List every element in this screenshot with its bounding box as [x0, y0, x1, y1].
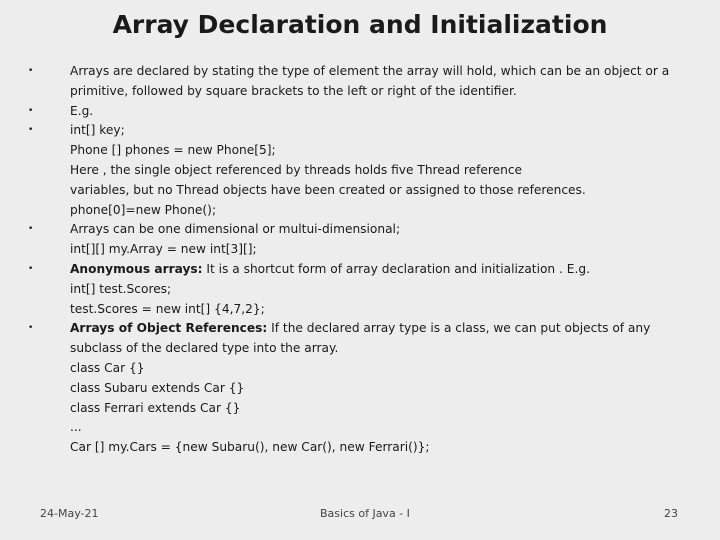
body-line-arrays-declared: Arrays are declared by stating the type of element the array will hold, which can be an object or a primitive, followed by square brackets to the left or right of the identifier. [70, 64, 670, 98]
body-line-here: Here , the single object referenced by threads holds five Thread reference [70, 162, 523, 177]
body-line-anonymous [70, 260, 685, 280]
body-line-phones: Phone [] phones = new Phone[5]; [70, 143, 276, 158]
body-line-class-car: class Car {} [70, 360, 145, 375]
object-references-text: If the declared array type is a class, we can put objects of any subclass of the declared type into the array. [70, 321, 651, 356]
body-line-phone-init: phone[0]=new Phone(); [70, 202, 217, 217]
body-line-test-scores-init: test.Scores = new int[] {4,7,2}; [70, 301, 265, 316]
footer-date: 24-May-21 [40, 507, 99, 520]
footer-course: Basics of Java - I [320, 507, 410, 520]
slide-body [70, 62, 685, 458]
body-line-class-ferrari: class Ferrari extends Car {} [70, 400, 241, 415]
body-line-my-cars: Car [] my.Cars = {new Subaru(), new Car(), new Ferrari()}; [70, 440, 430, 455]
body-line-my-array: int[][] my.Array = new int[3][]; [70, 242, 257, 257]
body-line-variables: variables, but no Thread objects have been created or assigned to those references. [70, 182, 586, 197]
object-references-label: Arrays of Object References: [70, 321, 268, 336]
body-line-ellipsis: ... [70, 420, 82, 435]
bullet-3: • [28, 125, 34, 136]
body-line-int-key: int[] key; [70, 123, 125, 138]
body-line-dimensional: Arrays can be one dimensional or multui-dimensional; [70, 222, 401, 237]
body-line-object-references [70, 319, 685, 359]
bullet-6: • [28, 323, 34, 334]
body-line-eg: E.g. [70, 103, 94, 118]
bullet-4: • [28, 224, 34, 235]
bullet-1: • [28, 66, 34, 76]
bullet-2: • [28, 105, 34, 116]
bullet-5: • [28, 264, 34, 274]
body-line-test-scores-decl: int[] test.Scores; [70, 281, 172, 296]
anonymous-arrays-text: It is a shortcut form of array declaration and initialization . E.g. [202, 261, 590, 276]
body-line-class-subaru: class Subaru extends Car {} [70, 380, 245, 395]
footer-page-number: 23 [664, 507, 678, 520]
anonymous-arrays-label: Anonymous arrays: [70, 261, 203, 276]
slide-title: Array Declaration and Initialization [112, 10, 608, 39]
